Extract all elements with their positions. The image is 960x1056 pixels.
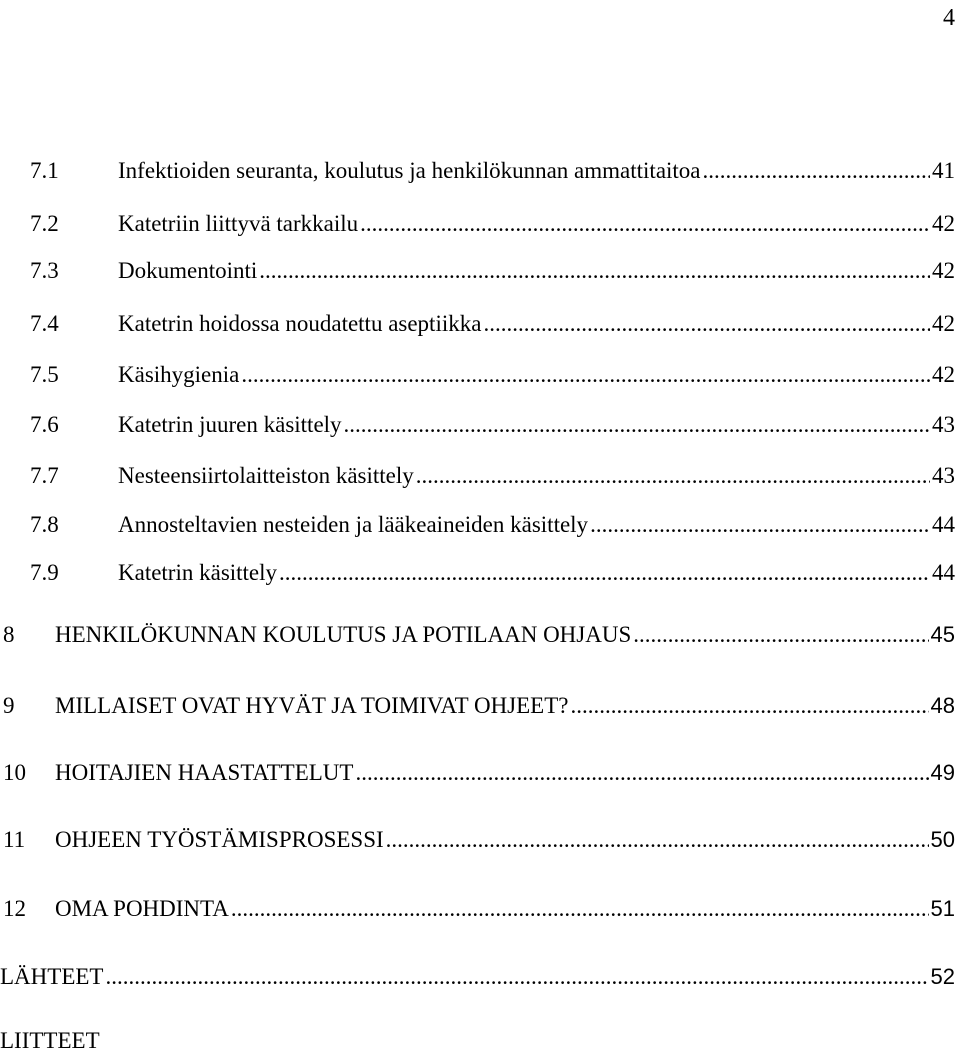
toc-dot-leader xyxy=(344,410,930,440)
toc-entry-number: 12 xyxy=(3,896,26,921)
toc-dot-leader xyxy=(570,691,928,721)
toc-entry[interactable] xyxy=(0,209,955,239)
toc-entry-number: 7.3 xyxy=(30,258,59,283)
toc-entry-number: 7.8 xyxy=(30,512,59,537)
toc-entry-title: Infektioiden seuranta, koulutus ja henkilökunnan ammattitaitoa xyxy=(118,158,701,183)
toc-entry-page: 51 xyxy=(930,896,955,921)
toc-entry-page: 43 xyxy=(932,412,955,437)
toc-entry-page: 45 xyxy=(930,622,955,647)
toc-dot-leader xyxy=(360,209,930,239)
toc-entry-page: 52 xyxy=(930,964,955,989)
toc-entry[interactable] xyxy=(0,620,955,650)
toc-entry-page: 44 xyxy=(932,512,955,537)
toc-dot-leader xyxy=(105,962,928,992)
toc-dot-leader xyxy=(416,461,930,491)
toc-entry[interactable] xyxy=(0,410,955,440)
toc-entry-page: 43 xyxy=(932,463,955,488)
toc-entry[interactable] xyxy=(0,894,955,924)
toc-entry-title: Katetrin hoidossa noudatettu aseptiikka xyxy=(118,311,482,336)
toc-entry-page: 44 xyxy=(932,560,955,585)
toc-entry-number: 7.6 xyxy=(30,412,59,437)
toc-entry-number: 7.1 xyxy=(30,158,59,183)
toc-entry-page: 50 xyxy=(930,827,955,852)
toc-entry[interactable] xyxy=(0,309,955,339)
toc-dot-leader xyxy=(633,620,928,650)
toc-dot-leader xyxy=(355,758,928,788)
toc-dot-leader xyxy=(590,510,930,540)
page-number: 4 xyxy=(943,5,955,31)
toc-entry-title: Käsihygienia xyxy=(118,362,240,387)
toc-entry-page: 49 xyxy=(930,760,955,785)
toc-entry-number: 9 xyxy=(3,693,15,718)
toc-entry-page: 48 xyxy=(930,693,955,718)
toc-entry-number: 7.2 xyxy=(30,211,59,236)
toc-dot-leader xyxy=(483,309,930,339)
toc-entry-number: 8 xyxy=(3,622,15,647)
toc-entry[interactable] xyxy=(0,691,955,721)
toc-entry-title: MILLAISET OVAT HYVÄT JA TOIMIVAT OHJEET? xyxy=(55,693,569,718)
toc-entry-title: Katetrin juuren käsittely xyxy=(118,412,342,437)
toc-entry[interactable] xyxy=(0,360,955,390)
toc-entry[interactable] xyxy=(0,758,955,788)
toc-entry-title: Katetriin liittyvä tarkkailu xyxy=(118,211,359,236)
toc-entry[interactable] xyxy=(0,156,955,186)
toc-entry-title: Annosteltavien nesteiden ja lääkeaineiden käsittely xyxy=(118,512,589,537)
toc-entry[interactable] xyxy=(0,510,955,540)
toc-entry-number: 7.9 xyxy=(30,560,59,585)
toc-dot-leader xyxy=(231,894,929,924)
toc-entry-page: 41 xyxy=(932,158,955,183)
toc-entry-number: 10 xyxy=(3,760,26,785)
toc-entry[interactable] xyxy=(0,256,955,286)
toc-entry-number: 11 xyxy=(3,827,26,852)
toc-dot-leader xyxy=(241,360,930,390)
toc-entry-page: 42 xyxy=(932,311,955,336)
toc-dot-leader xyxy=(279,558,930,588)
toc-entry-title: OMA POHDINTA xyxy=(55,896,229,921)
toc-entry[interactable] xyxy=(0,558,955,588)
toc-entry[interactable] xyxy=(0,825,955,855)
toc-entry-title: Dokumentointi xyxy=(118,258,258,283)
toc-entry-title: Nesteensiirtolaitteiston käsittely xyxy=(118,463,414,488)
toc-entry-page: 42 xyxy=(932,211,955,236)
toc-entry-title: LÄHTEET xyxy=(0,964,104,989)
toc-entry-page: 42 xyxy=(932,362,955,387)
toc-entry-title: LIITTEET xyxy=(0,1028,100,1053)
toc-entry[interactable] xyxy=(0,461,955,491)
toc-dot-leader xyxy=(703,156,930,186)
toc-entry-number: 7.4 xyxy=(30,311,59,336)
toc-entry-number: 7.7 xyxy=(30,463,59,488)
toc-entry-title: Katetrin käsittely xyxy=(118,560,278,585)
toc-entry-page: 42 xyxy=(932,258,955,283)
toc-entry[interactable] xyxy=(0,962,955,992)
toc-dot-leader xyxy=(386,825,929,855)
toc-entry-title: OHJEEN TYÖSTÄMISPROSESSI xyxy=(55,827,384,852)
toc-entry-title: HENKILÖKUNNAN KOULUTUS JA POTILAAN OHJAUS xyxy=(55,622,632,647)
toc-entry[interactable] xyxy=(0,1026,955,1056)
toc-dot-leader xyxy=(259,256,930,286)
toc-entry-number: 7.5 xyxy=(30,362,59,387)
toc-entry-title: HOITAJIEN HAASTATTELUT xyxy=(55,760,354,785)
